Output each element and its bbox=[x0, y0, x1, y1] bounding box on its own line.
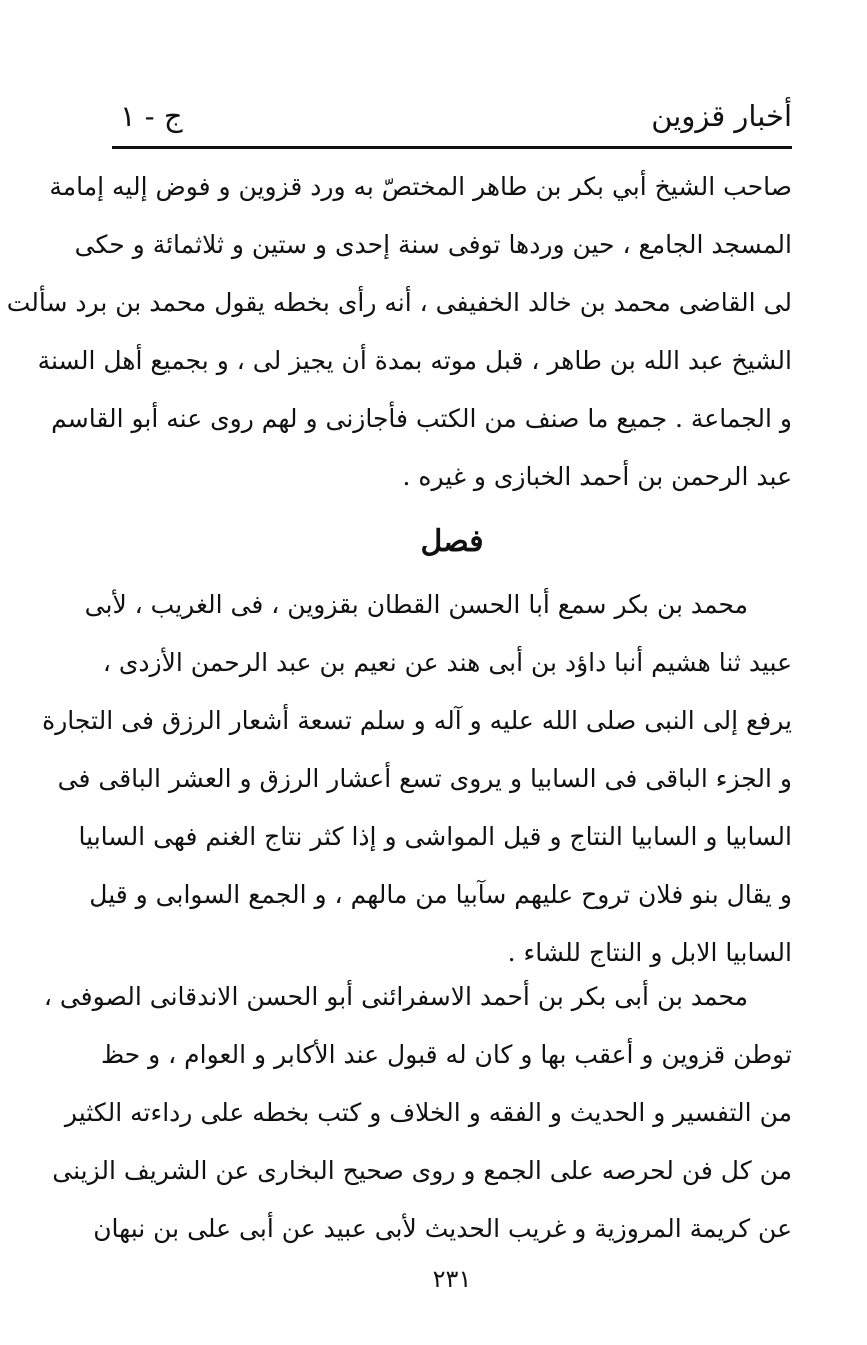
text-line: عن كريمة المروزية و غريب الحديث لأبى عبيد عن أبى على بن نبهان bbox=[93, 1214, 792, 1243]
paragraph-3 bbox=[43, 968, 792, 1258]
text-line: و الجماعة . جميع ما صنف من الكتب فأجازنى و لهم روى عنه أبو القاسم bbox=[51, 404, 792, 433]
volume-number: ج - ١ bbox=[120, 99, 183, 133]
section-heading: فصل bbox=[420, 524, 484, 559]
paragraph-2 bbox=[42, 576, 792, 982]
text-line: عبيد ثنا هشيم أنبا داؤد بن أبى هند عن نعيم بن عبد الرحمن الأزدى ، bbox=[102, 648, 792, 677]
text-line: محمد بن أبى بكر بن أحمد الاسفرائنى أبو الحسن الاندقانى الصوفى ، bbox=[43, 982, 748, 1011]
text-line: محمد بن بكر سمع أبا الحسن القطان بقزوين ، فى الغريب ، لأبى bbox=[84, 590, 748, 619]
text-line: و الجزء الباقى فى السابيا و يروى تسع أعشار الرزق و العشر الباقى فى bbox=[57, 764, 792, 793]
text-line: من كل فن لحرصه على الجمع و روى صحيح البخارى عن الشريف الزينى bbox=[52, 1156, 792, 1185]
text-line: لى القاضى محمد بن خالد الخفيفى ، أنه رأى بخطه يقول محمد بن برد سألت bbox=[6, 288, 792, 317]
paragraph-1 bbox=[6, 158, 792, 506]
text-line: من التفسير و الحديث و الفقه و الخلاف و كتب بخطه على رداءته الكثير bbox=[64, 1098, 792, 1127]
text-line: السابيا و السابيا النتاج و قيل المواشى و إذا كثر نتاج الغنم فهى السابيا bbox=[78, 822, 792, 851]
text-line: و يقال بنو فلان تروح عليهم سآبيا من مالهم ، و الجمع السوابى و قيل bbox=[89, 880, 792, 909]
text-line: السابيا الابل و النتاج للشاء . bbox=[507, 938, 792, 967]
text-line: عبد الرحمن بن أحمد الخبازى و غيره . bbox=[402, 462, 792, 491]
text-line: الشيخ عبد الله بن طاهر ، قبل موته بمدة أن يجيز لى ، و بجميع أهل السنة bbox=[37, 346, 792, 375]
book-title: أخبار قزوين bbox=[651, 99, 792, 133]
running-header bbox=[112, 92, 792, 146]
text-line: صاحب الشيخ أبي بكر بن طاهر المختصّ به ورد قزوين و فوض إليه إمامة bbox=[49, 172, 792, 201]
header-rule bbox=[112, 146, 792, 149]
text-line: توطن قزوين و أعقب بها و كان له قبول عند الأكابر و العوام ، و حظ bbox=[100, 1040, 792, 1069]
text-line: يرفع إلى النبى صلى الله عليه و آله و سلم تسعة أشعار الرزق فى التجارة bbox=[42, 706, 792, 735]
page-number: ٢٣١ bbox=[432, 1265, 472, 1293]
text-line: المسجد الجامع ، حين وردها توفى سنة إحدى و ستين و ثلاثمائة و حكى bbox=[74, 230, 792, 259]
